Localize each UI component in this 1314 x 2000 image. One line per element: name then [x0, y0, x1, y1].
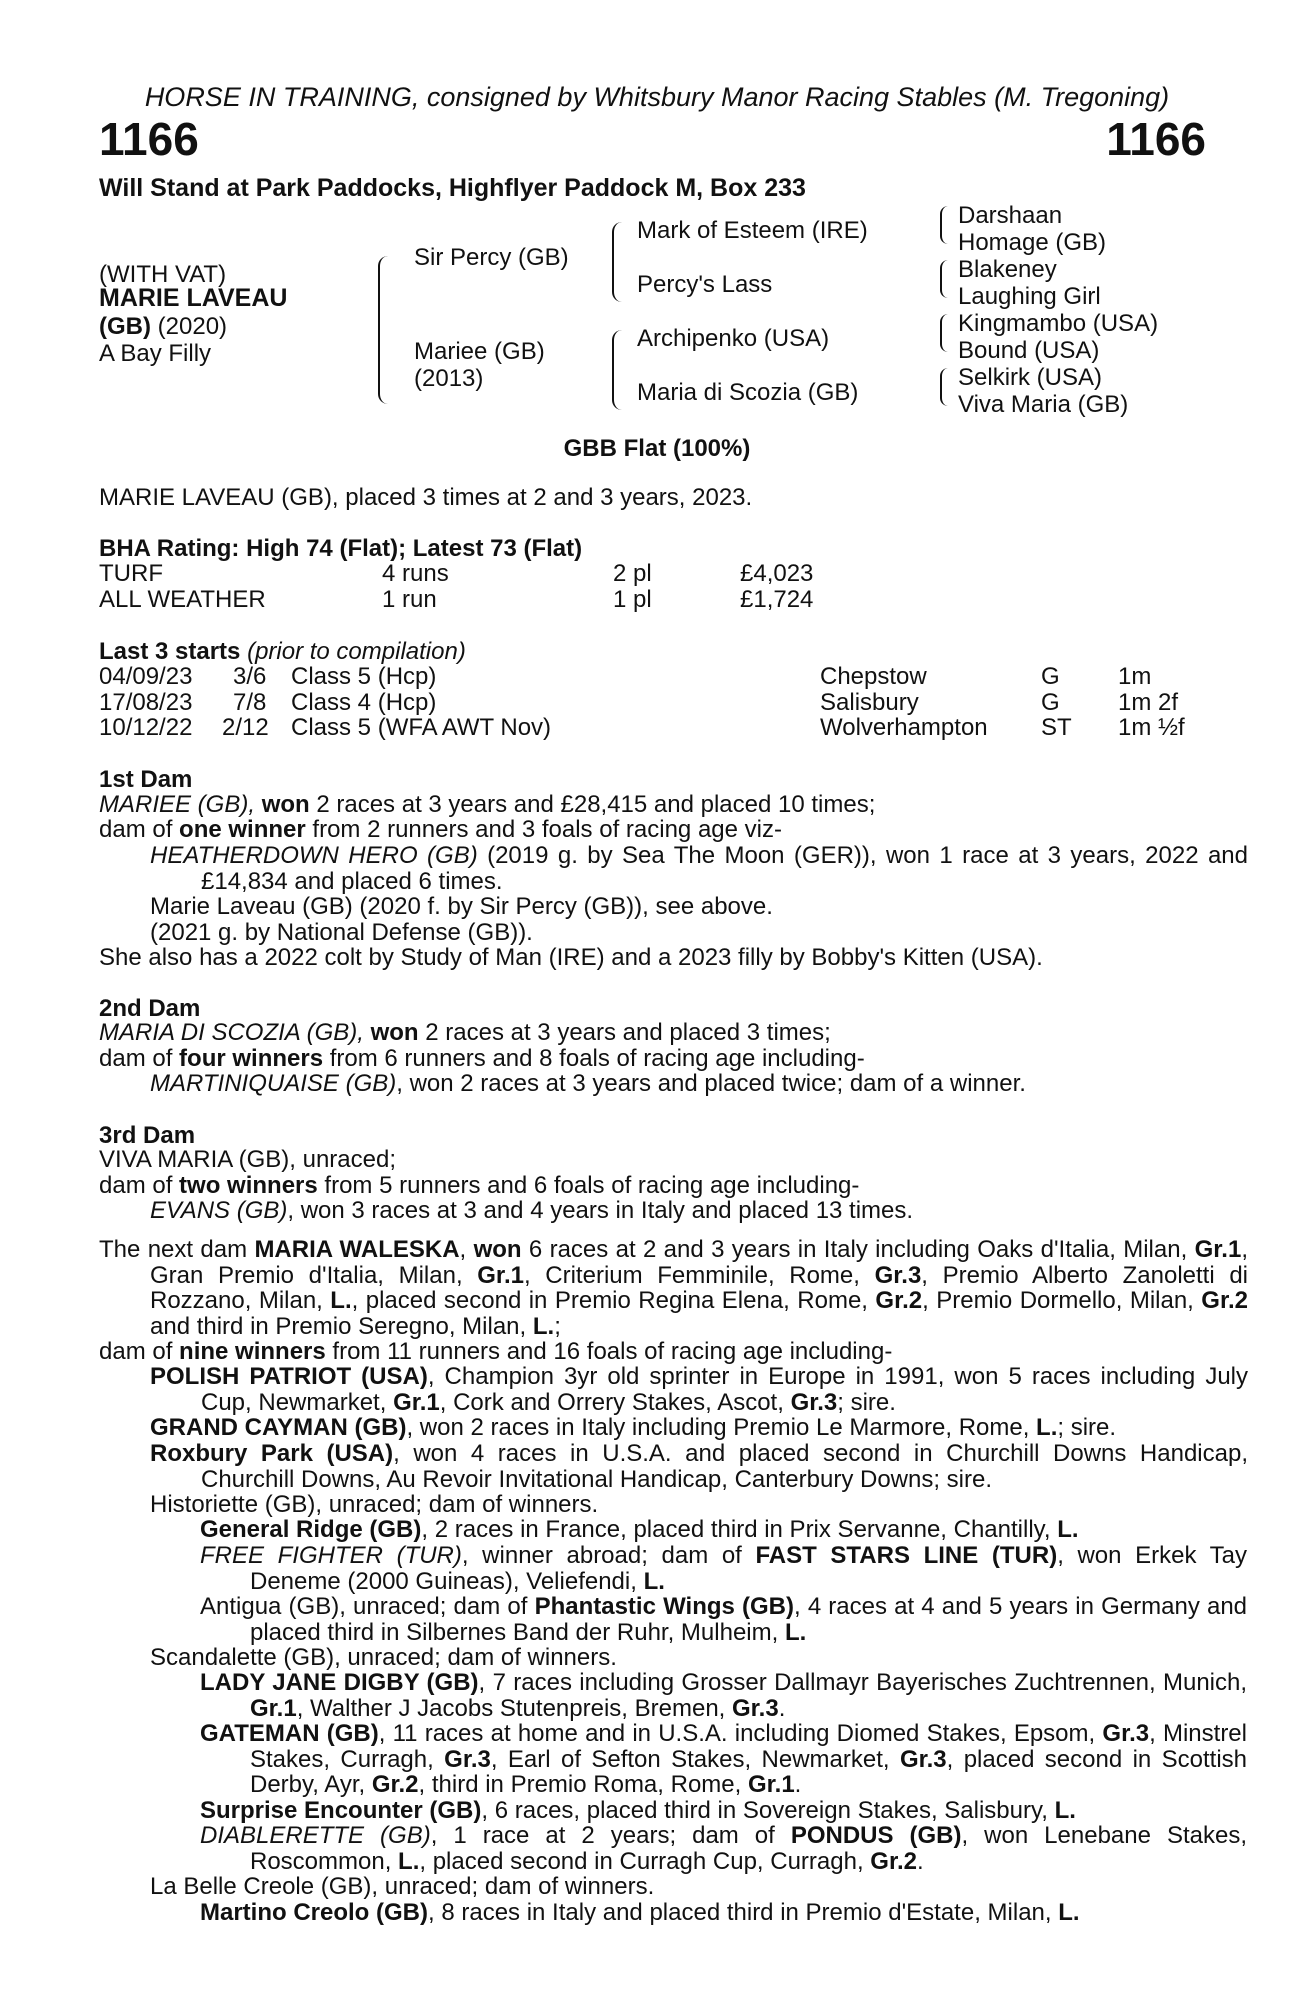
- start-position: 7/8: [233, 689, 267, 716]
- first-dam-name: MARIEE (GB),: [99, 791, 262, 818]
- second-dam-title: 2nd Dam: [99, 995, 201, 1022]
- start-class: Class 4 (Hcp): [291, 689, 437, 716]
- grade: Gr.2: [1201, 1287, 1248, 1314]
- text: , placed second in Curragh Cup, Curragh,: [419, 1847, 871, 1875]
- second-dam-line1: [99, 1020, 831, 1046]
- progeny-marie-laveau: Marie Laveau (GB) (2020 f. by Sir Percy (GB)), see above.: [150, 893, 773, 920]
- text: .: [917, 1847, 924, 1875]
- progeny-name: FREE FIGHTER (TUR): [200, 1542, 462, 1569]
- progeny-scandalette: Scandalette (GB), unraced; dam of winners.: [150, 1644, 617, 1671]
- text: Antigua (GB), unraced; dam of: [200, 1593, 535, 1620]
- progeny-martino-creolo: [200, 1900, 1080, 1926]
- progeny-general-ridge: [200, 1517, 1079, 1543]
- text: , won 2 races in Italy including Premio Le Marmore, Rome,: [406, 1414, 1037, 1441]
- text: , won 4 races in U.S.A. and placed second in Churchill Downs Handicap, Churchill Downs, Au Revoir Invitational Handicap, Canterbury Downs; sire.: [201, 1440, 1249, 1493]
- text: , 6 races, placed third in Sovereign Stakes, Salisbury,: [481, 1797, 1055, 1824]
- pedigree-g2: Homage (GB): [958, 229, 1107, 256]
- progeny-name: GRAND CAYMAN (GB): [150, 1414, 407, 1441]
- text: , Premio Dormello, Milan,: [922, 1287, 1202, 1314]
- text: , Earl of Sefton Stakes, Newmarket,: [490, 1745, 900, 1773]
- grade: L.: [784, 1618, 807, 1646]
- bha-placed: 2 pl: [613, 560, 652, 587]
- winner-count: four winners: [179, 1045, 324, 1072]
- horse-name: MARIE LAVEAU: [99, 284, 288, 312]
- text: , Premio Alberto Zanoletti di Rozzano, Milan,: [150, 1261, 1249, 1314]
- stand-location: Will Stand at Park Paddocks, Highflyer Paddock M, Box 233: [99, 174, 806, 202]
- start-date: 17/08/23: [99, 689, 193, 716]
- grade: Gr.2: [371, 1771, 419, 1798]
- pedigree-g4: Laughing Girl: [958, 283, 1101, 310]
- start-date: 10/12/22: [99, 714, 193, 741]
- text: from 5 runners and 6 foals of racing age including-: [317, 1172, 860, 1199]
- next-dam-produce-line: [99, 1339, 892, 1365]
- third-dam-line2: [99, 1173, 859, 1199]
- bha-prize: £1,724: [740, 586, 814, 613]
- text: dam of: [99, 1338, 180, 1365]
- progeny-name: HEATHERDOWN HERO (GB): [150, 842, 478, 869]
- progeny-name: POLISH PATRIOT (USA): [150, 1363, 428, 1390]
- first-dam-line2: [99, 817, 782, 843]
- text: ; sire.: [1057, 1414, 1117, 1441]
- third-dam-title: 3rd Dam: [99, 1122, 196, 1149]
- start-distance: 1m: [1118, 663, 1152, 690]
- text: , 2 races in France, placed third in Prix Servanne, Chantilly,: [421, 1516, 1058, 1543]
- progeny-grand-cayman: [150, 1415, 1116, 1441]
- grade: L.: [330, 1287, 352, 1314]
- text: .: [778, 1694, 786, 1722]
- pedigree-brace-g3: [940, 314, 950, 352]
- progeny-heatherdown-hero: [150, 843, 1248, 894]
- next-dam-paragraph: [99, 1237, 1248, 1339]
- start-position: 3/6: [233, 663, 267, 690]
- pedigree-g5: Kingmambo (USA): [958, 310, 1159, 337]
- grade: Gr.1: [747, 1771, 795, 1798]
- text: dam of: [99, 816, 180, 843]
- progeny-polish-patriot: [150, 1364, 1248, 1415]
- text: from 6 runners and 8 foals of racing age including-: [323, 1045, 865, 1072]
- text: , placed second in Scottish Derby, Ayr,: [250, 1745, 1247, 1798]
- grade: L.: [1036, 1414, 1058, 1441]
- second-dam-name: MARIA DI SCOZIA (GB),: [99, 1019, 371, 1046]
- text: , 1 race at 2 years; dam of: [430, 1822, 791, 1849]
- text: ,: [459, 1236, 474, 1263]
- last-starts-heading: [99, 639, 466, 664]
- pedigree-g1: Darshaan: [958, 202, 1063, 229]
- text: , won Erkek Tay Deneme (2000 Guineas), Veliefendi,: [250, 1542, 1248, 1595]
- pedigree-g6: Bound (USA): [958, 337, 1100, 364]
- horse-country: (GB): [99, 313, 151, 340]
- pedigree-sire-dam: Percy's Lass: [637, 271, 773, 298]
- text: , Criterium Femminile, Rome,: [523, 1261, 875, 1289]
- won-label: won: [473, 1236, 522, 1263]
- text: dam of: [99, 1172, 180, 1199]
- winner-count: one winner: [179, 816, 306, 843]
- text: , won Lenebane Stakes, Roscommon,: [250, 1822, 1247, 1875]
- start-course: Chepstow: [820, 663, 927, 690]
- horse-description: A Bay Filly: [99, 340, 212, 367]
- progeny-gateman: [200, 1721, 1247, 1798]
- start-date: 04/09/23: [99, 663, 193, 690]
- text: 6 races at 2 and 3 years in Italy including Oaks d'Italia, Milan,: [521, 1236, 1195, 1263]
- grade: L.: [1058, 1899, 1080, 1926]
- horse-year: (2020): [157, 313, 228, 340]
- bha-placed: 1 pl: [613, 586, 652, 613]
- grade: Gr.2: [870, 1847, 917, 1875]
- pedigree-brace-main: [378, 256, 390, 404]
- bha-rating-title: BHA Rating: High 74 (Flat); Latest 73 (Flat): [99, 535, 583, 562]
- text: , Gran Premio d'Italia, Milan,: [150, 1236, 1248, 1289]
- grade: Gr.1: [393, 1388, 440, 1416]
- start-going: G: [1041, 689, 1060, 716]
- grade: Gr.1: [250, 1694, 297, 1722]
- pedigree-sire-sire: Mark of Esteem (IRE): [637, 217, 868, 244]
- next-dam-name: MARIA WALESKA: [254, 1236, 460, 1263]
- grade: L.: [532, 1312, 555, 1340]
- pedigree-brace-dam: [612, 330, 622, 410]
- bha-runs: 4 runs: [382, 560, 449, 587]
- text: ; sire.: [837, 1388, 896, 1416]
- pedigree-brace-g2: [940, 260, 950, 298]
- progeny-lady-jane-digby: [200, 1670, 1247, 1721]
- race-summary: MARIE LAVEAU (GB), placed 3 times at 2 and 3 years, 2023.: [99, 484, 753, 511]
- pedigree-dam-dam: Maria di Scozia (GB): [637, 379, 859, 406]
- gbb-rating: GBB Flat (100%): [563, 435, 751, 462]
- text: .: [794, 1771, 802, 1798]
- bha-surface: TURF: [99, 560, 163, 587]
- progeny-name: Phantastic Wings (GB): [534, 1593, 794, 1620]
- pedigree-brace-g1: [940, 206, 950, 244]
- progeny-record: , won 3 races at 3 and 4 years in Italy and placed 13 times.: [287, 1197, 914, 1224]
- winner-count: nine winners: [179, 1338, 326, 1365]
- progeny-free-fighter: [200, 1543, 1247, 1594]
- start-course: Wolverhampton: [820, 714, 988, 741]
- progeny-name: Surprise Encounter (GB): [200, 1797, 482, 1824]
- progeny-record: , won 2 races at 3 years and placed twice; dam of a winner.: [396, 1070, 1026, 1097]
- pedigree-brace-g4: [940, 368, 950, 406]
- last-starts-note: (prior to compilation): [247, 638, 466, 665]
- first-dam-also-has: She also has a 2022 colt by Study of Man (IRE) and a 2023 filly by Bobby's Kitten (USA).: [99, 944, 1043, 971]
- start-course: Salisbury: [820, 689, 919, 716]
- horse-origin: [99, 314, 227, 339]
- start-class: Class 5 (WFA AWT Nov): [291, 714, 552, 741]
- pedigree-g3: Blakeney: [958, 256, 1057, 283]
- text: , Minstrel Stakes, Curragh,: [250, 1720, 1247, 1773]
- progeny-name: MARTINIQUAISE (GB): [150, 1070, 397, 1097]
- grade: Gr.3: [899, 1745, 947, 1773]
- progeny-antigua: [200, 1594, 1247, 1645]
- text: The next dam: [99, 1236, 255, 1263]
- third-dam-line1: VIVA MARIA (GB), unraced;: [99, 1146, 396, 1173]
- bha-prize: £4,023: [740, 560, 814, 587]
- grade: Gr.3: [790, 1388, 838, 1416]
- text: , winner abroad; dam of: [461, 1542, 756, 1569]
- progeny-name: Roxbury Park (USA): [150, 1440, 394, 1467]
- text: , placed second in Premio Regina Elena, Rome,: [351, 1287, 876, 1314]
- lot-number-left: 1166: [99, 113, 199, 165]
- first-dam-line1: [99, 792, 875, 818]
- won-label: won: [261, 791, 310, 818]
- text: , third in Premio Roma, Rome,: [418, 1771, 748, 1798]
- text: ;: [554, 1312, 561, 1340]
- progeny-surprise-encounter: [200, 1798, 1076, 1824]
- start-distance: 1m ½f: [1118, 714, 1185, 741]
- grade: Gr.1: [477, 1261, 524, 1289]
- text: from 11 runners and 16 foals of racing age including-: [325, 1338, 893, 1365]
- grade: Gr.1: [1194, 1236, 1242, 1263]
- text: , 4 races at 4 and 5 years in Germany and placed third in Silbernes Band der Ruhr, Mulheim,: [250, 1593, 1248, 1646]
- progeny-historiette: Historiette (GB), unraced; dam of winners.: [150, 1491, 599, 1518]
- progeny-martiniquaise: [150, 1071, 1026, 1097]
- pedigree-g8: Viva Maria (GB): [958, 391, 1129, 418]
- grade: Gr.3: [732, 1694, 779, 1722]
- text: , 7 races including Grosser Dallmayr Bayerisches Zuchtrennen, Munich,: [478, 1669, 1248, 1696]
- pedigree-dam-sire: Archipenko (USA): [637, 325, 830, 352]
- start-position: 2/12: [222, 714, 269, 741]
- progeny-name: FAST STARS LINE (TUR): [755, 1542, 1058, 1569]
- grade: L.: [643, 1567, 665, 1595]
- progeny-la-belle-creole: La Belle Creole (GB), unraced; dam of winners.: [150, 1873, 655, 1900]
- first-dam-record: 2 races at 3 years and £28,415 and placed 10 times;: [309, 791, 876, 818]
- progeny-name: DIABLERETTE (GB): [200, 1822, 431, 1849]
- pedigree-brace-sire: [612, 222, 622, 302]
- progeny-name: GATEMAN (GB): [200, 1720, 379, 1747]
- progeny-roxbury-park: [150, 1441, 1248, 1492]
- second-dam-line2: [99, 1046, 865, 1072]
- bha-runs: 1 run: [382, 586, 437, 613]
- vat-note: (WITH VAT): [99, 261, 227, 288]
- bha-surface: ALL WEATHER: [99, 586, 266, 613]
- grade: L.: [398, 1847, 420, 1875]
- last-starts-title: Last 3 starts: [99, 638, 241, 665]
- start-distance: 1m 2f: [1118, 689, 1179, 716]
- start-going: G: [1041, 663, 1060, 690]
- grade: L.: [1057, 1516, 1079, 1543]
- progeny-record: (2019 g. by Sea The Moon (GER)), won 1 race at 3 years, 2022 and £14,834 and placed 6 times.: [201, 842, 1248, 895]
- consignment-header: HORSE IN TRAINING, consigned by Whitsbury Manor Racing Stables (M. Tregoning): [144, 82, 1170, 112]
- first-dam-title: 1st Dam: [99, 766, 193, 793]
- winner-count: two winners: [179, 1172, 318, 1199]
- text: from 2 runners and 3 foals of racing age viz-: [305, 816, 782, 843]
- progeny-2021-gelding: (2021 g. by National Defense (GB)).: [150, 919, 533, 946]
- text: , 8 races in Italy and placed third in Premio d'Estate, Milan,: [428, 1899, 1059, 1926]
- start-going: ST: [1041, 714, 1072, 741]
- text: , 11 races at home and in U.S.A. including Diomed Stakes, Epsom,: [378, 1720, 1103, 1747]
- pedigree-sire: Sir Percy (GB): [414, 244, 569, 271]
- won-label: won: [370, 1019, 419, 1046]
- text: , Champion 3yr old sprinter in Europe in 1991, won 5 races including July Cup, Newmarket,: [201, 1363, 1248, 1416]
- grade: Gr.3: [1102, 1720, 1150, 1747]
- text: and third in Premio Seregno, Milan,: [150, 1312, 533, 1340]
- text: , Cork and Orrery Stakes, Ascot,: [439, 1388, 791, 1416]
- pedigree-g7: Selkirk (USA): [958, 364, 1103, 391]
- progeny-name: Martino Creolo (GB): [200, 1899, 428, 1926]
- progeny-name: General Ridge (GB): [200, 1516, 422, 1543]
- pedigree-dam-year: (2013): [414, 365, 484, 392]
- pedigree-dam: Mariee (GB): [414, 338, 545, 365]
- progeny-name: PONDUS (GB): [790, 1822, 962, 1849]
- start-class: Class 5 (Hcp): [291, 663, 437, 690]
- progeny-name: LADY JANE DIGBY (GB): [200, 1669, 479, 1696]
- text: 2 races at 3 years and placed 3 times;: [418, 1019, 831, 1046]
- grade: Gr.3: [444, 1745, 491, 1773]
- progeny-name: EVANS (GB): [150, 1197, 288, 1224]
- grade: Gr.3: [874, 1261, 922, 1289]
- text: dam of: [99, 1045, 180, 1072]
- lot-number-right: 1166: [1106, 113, 1206, 165]
- text: , Walther J Jacobs Stutenpreis, Bremen,: [296, 1694, 732, 1722]
- progeny-evans: [150, 1198, 913, 1224]
- grade: Gr.2: [875, 1287, 923, 1314]
- grade: L.: [1054, 1797, 1076, 1824]
- progeny-diablerette: [200, 1823, 1247, 1874]
